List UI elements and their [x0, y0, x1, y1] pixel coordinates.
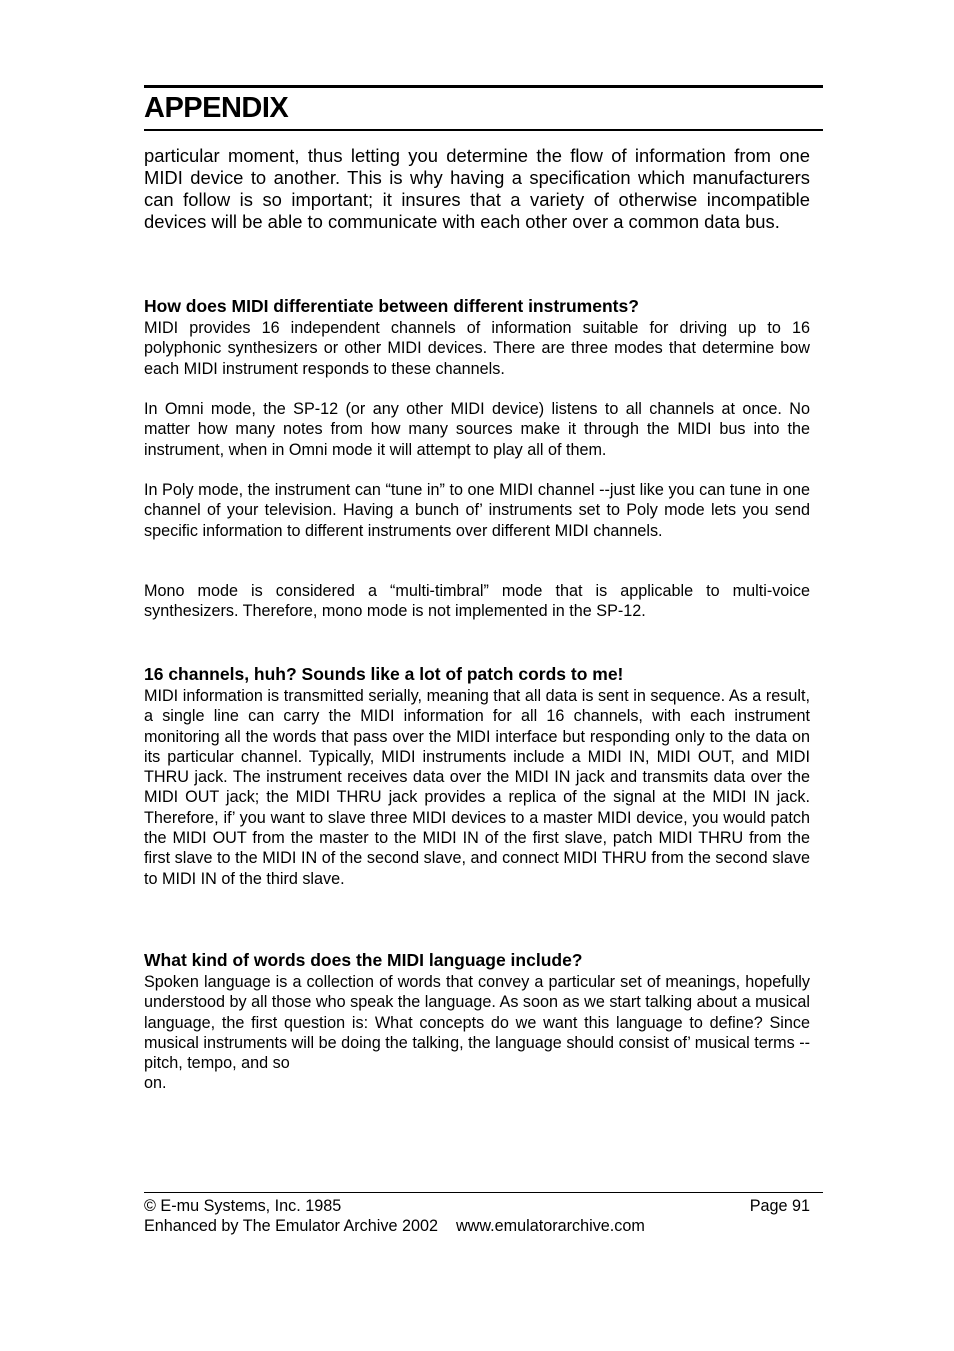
footer-rule	[144, 1192, 823, 1193]
footer-copyright: © E-mu Systems, Inc. 1985	[144, 1197, 342, 1215]
section-heading-patch-cords: 16 channels, huh? Sounds like a lot of patch cords to me!	[144, 664, 624, 684]
section-heading-midi-language: What kind of words does the MIDI language include?	[144, 950, 583, 970]
paragraph-poly-mode: In Poly mode, the instrument can “tune in” to one MIDI channel --just like you can tune in one channel of your television. Having a bunch of’ instruments set to Poly mode lets you send specific information to different instruments over different MIDI channels.	[144, 481, 810, 540]
paragraph-continuation: on.	[144, 1074, 167, 1092]
paragraph-serial-transmission: MIDI information is transmitted serially, meaning that all data is sent in sequence. As a result, a single line can carry the MIDI information for all 16 channels, with each instrument monitoring all the words that pass over the MIDI interface but responding only to the data on its particular channel. Typically, MIDI instruments include a MIDI IN, MIDI OUT, and MIDI THRU jack. The instrument receives data over the MIDI IN jack and transmits data over the MIDI OUT jack; the MIDI THRU jack provides a replica of the signal at the MIDI IN jack. Therefore, if’ you want to slave three MIDI devices to a master MIDI device, you would patch the MIDI OUT from the master to the MIDI IN of the first slave, patch MIDI THRU from the first slave to the MIDI IN of the second slave, and connect MIDI THRU from the second slave to MIDI IN of the third slave.	[144, 687, 810, 888]
header-bottom-rule	[144, 129, 823, 131]
section-heading-differentiate: How does MIDI differentiate between different instruments?	[144, 296, 639, 316]
paragraph-spoken-language: Spoken language is a collection of words that convey a particular set of meanings, hopefully understood by all those who speak the language. As soon as we start talking about a musical language, the first question is: What concepts do we want this language to define? Since musical instruments will be doing the talking, the language should consist of’ musical terms -- pitch, tempo, and so	[144, 973, 810, 1073]
intro-paragraph: particular moment, thus letting you determine the flow of information from one MIDI device to another. This is why having a specification which manufacturers can follow is so important; it insures that a variety of otherwise incompatible devices will be able to communicate with each other over a common data bus.	[144, 145, 810, 232]
paragraph-channels: MIDI provides 16 independent channels of information suitable for driving up to 16 polyphonic synthesizers or other MIDI devices. There are three modes that determine bow each MIDI instrument responds to these channels.	[144, 319, 810, 378]
footer-enhanced-by: Enhanced by The Emulator Archive 2002 www.emulatorarchive.com	[144, 1217, 645, 1235]
page-number: Page 91	[749, 1197, 810, 1215]
paragraph-omni-mode: In Omni mode, the SP-12 (or any other MIDI device) listens to all channels at once. No matter how many notes from how many sources make it through the MIDI bus into the instrument, when in Omni mode it will attempt to play all of them.	[144, 400, 810, 459]
paragraph-mono-mode: Mono mode is considered a “multi-timbral” mode that is applicable to multi-voice synthesizers. Therefore, mono mode is not implemented in the SP-12.	[144, 582, 810, 621]
page-title: APPENDIX	[144, 92, 289, 124]
